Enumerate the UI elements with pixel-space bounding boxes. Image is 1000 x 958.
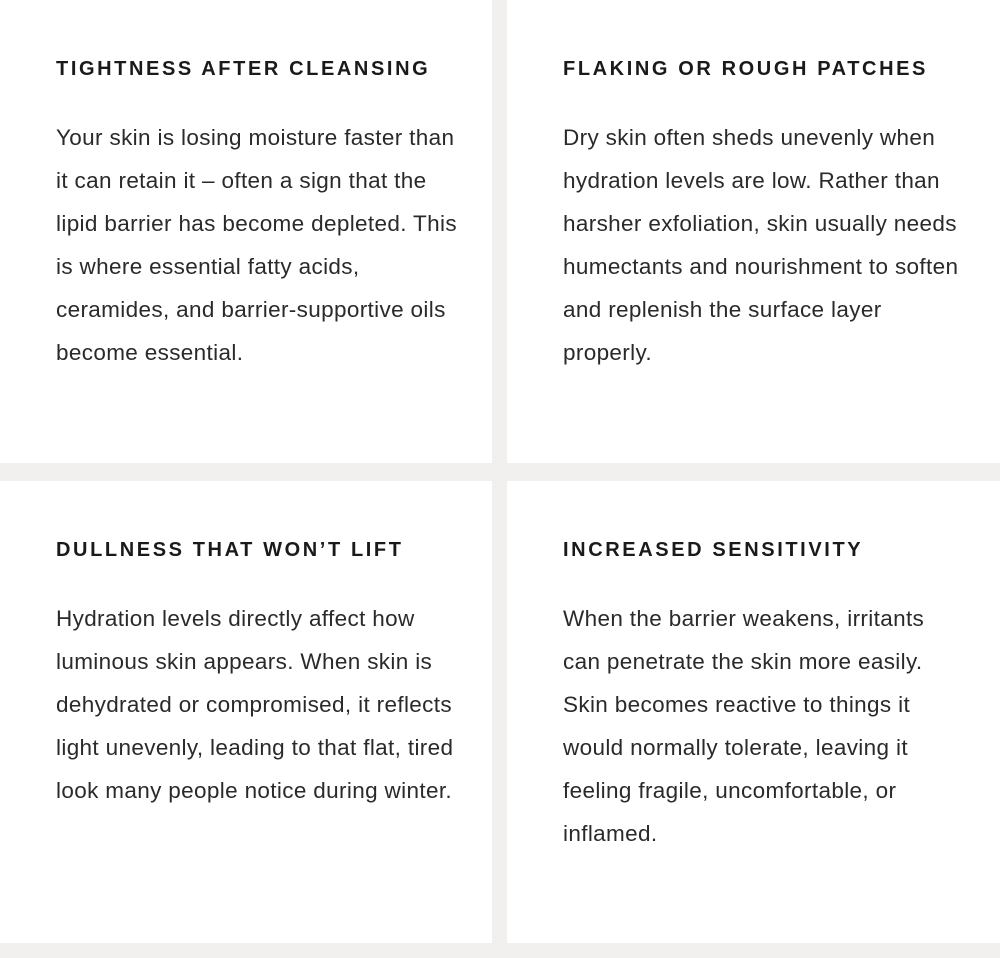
- card-body: Dry skin often sheds unevenly when hydration levels are low. Rather than harsher exfoliation, skin usually needs humectants and nourishment to soften and replenish the surface layer properly.: [563, 125, 959, 365]
- card-title: FLAKING OR ROUGH PATCHES: [563, 58, 928, 80]
- card-flaking-or-rough-patches: [507, 0, 1000, 463]
- card-body: When the barrier weakens, irritants can penetrate the skin more easily. Skin becomes reactive to things it would normally tolerate, leaving it feeling fragile, uncomfortable, or inflamed.: [563, 606, 925, 846]
- card-title: INCREASED SENSITIVITY: [563, 539, 864, 561]
- card-title: DULLNESS THAT WON’T LIFT: [56, 539, 404, 561]
- card-body: Hydration levels directly affect how luminous skin appears. When skin is dehydrated or compromised, it reflects light unevenly, leading to that flat, tired look many people notice during winter.: [56, 606, 454, 803]
- card-increased-sensitivity: [507, 481, 1000, 943]
- card-dullness-that-wont-lift: [0, 481, 492, 943]
- card-tightness-after-cleansing: [0, 0, 492, 463]
- card-body: Your skin is losing moisture faster than it can retain it – often a sign that the lipid barrier has become depleted. This is where essential fatty acids, ceramides, and barrier-supportive oils become essential.: [56, 125, 457, 365]
- card-title: TIGHTNESS AFTER CLEANSING: [56, 58, 431, 80]
